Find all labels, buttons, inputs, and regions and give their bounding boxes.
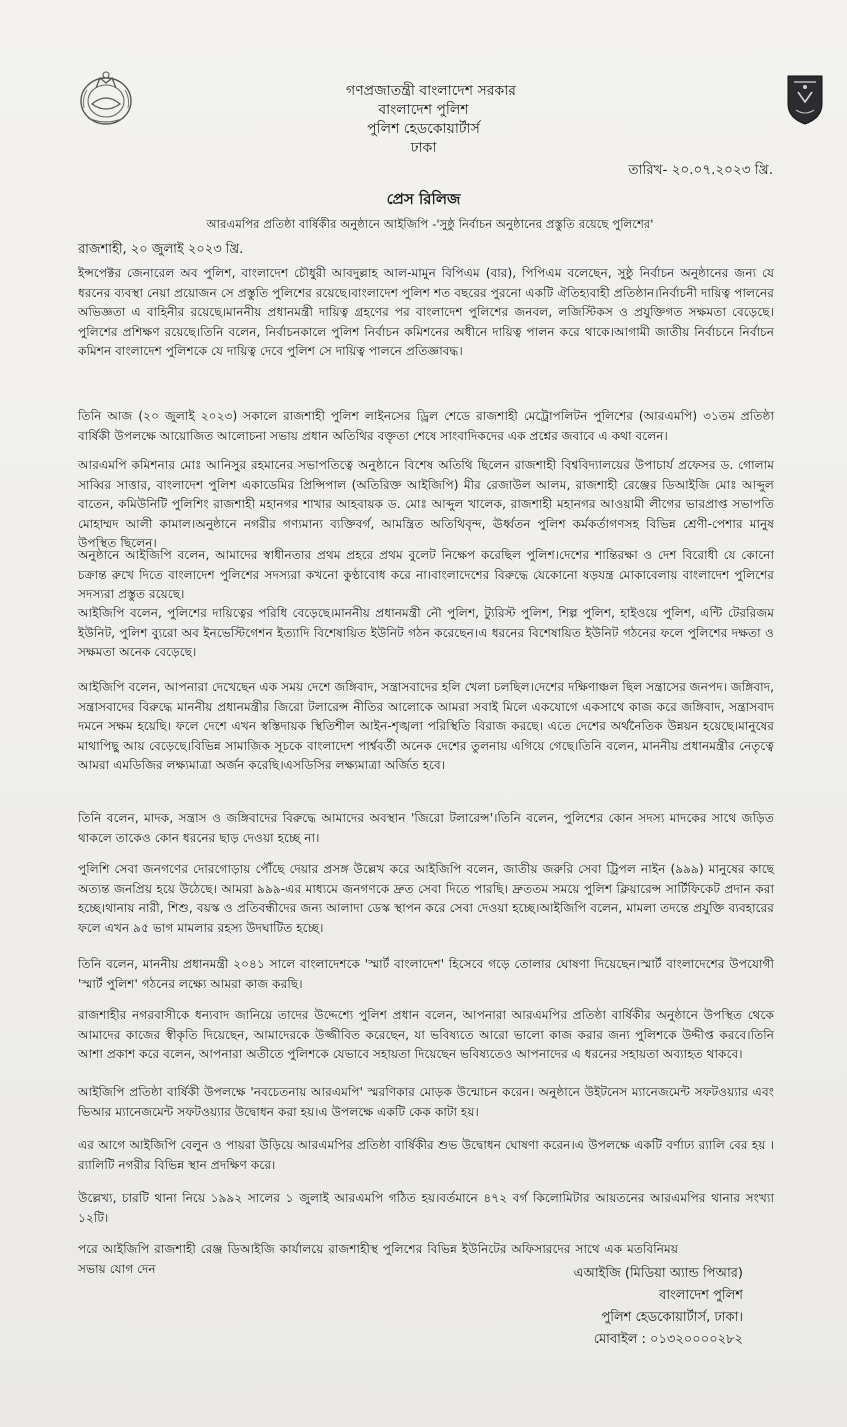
body-paragraph: ইন্সপেক্টর জেনারেল অব পুলিশ, বাংলাদেশ চৌধুরী আবদুল্লাহ আল-মামুন বিপিএম (বার), পিপিএম বলেছেন, সুষ্ঠু নির্বাচন অনুষ্ঠানের জন্য যে ধরনের ব্যবস্থা নেয়া প্রয়োজন সে প্রস্তুতি পুলিশের রয়েছে।বাংলাদেশ পুলিশ শত বছরের পুরনো একটি ঐতিহ্যবাহী প্রতিষ্ঠান।নির্বাচনী দায়িত্ব পালনের অভিজ্ঞতা এ বাহিনীর রয়েছে।মাননীয় প্রধানমন্ত্রী দায়িত্ব গ্রহণের পর বাংলাদেশ পুলিশের জনবল, লজিস্টিকস ও প্রযুক্তিগত সক্ষমতা বেড়েছে।পুলিশের প্রশিক্ষণ রয়েছে।তিনি বলেন, নির্বাচনকালে পুলিশ নির্বাচন কমিশনের অধীনে দায়িত্ব পালন করে থাকে।আগামী জাতীয় নির্বাচনে নির্বাচন কমিশন বাংলাদেশ পুলিশকে যে দায়িত্ব দেবে পুলিশ সে দায়িত্ব পালনে প্রতিজ্ঞাবদ্ধ। [78, 266, 774, 359]
dateline: রাজশাহী, ২০ জুলাই ২০২৩ খ্রি. [78, 242, 244, 257]
body-paragraph: তিনি আজ (২০ জুলাই ২০২৩) সকালে রাজশাহী পুলিশ লাইনসের ড্রিল শেডে রাজশাহী মেট্রোপলিটন পুলিশের (আরএমপি) ৩১তম প্রতিষ্ঠা বার্ষিকী উপলক্ষে আয়োজিত আলোচনা সভায় প্রধান অতিথির বক্তৃতা শেষে সাংবাদিকদের এক প্রশ্নের জবাবে এ কথা বলেন। [78, 409, 774, 443]
body-paragraph: আরএমপি কমিশনার মোঃ আনিসুর রহমানের সভাপতিত্বে অনুষ্ঠানে বিশেষ অতিথি ছিলেন রাজশাহী বিশ্ববিদ্যালয়ের উপাচার্য প্রফেসর ড. গোলাম সাব্বির সাত্তার, বাংলাদেশ পুলিশ একাডেমির প্রিন্সিপাল (অতিরিক্ত আইজিপি) মীর রেজাউল আলম, রাজশাহী রেঞ্জের ডিআইজি মোঃ আব্দুল বাতেন, কমিউনিটি পুলিশিং রাজশাহী মহানগর শাখার আহবায়ক ড. মোঃ আব্দুল খালেক, রাজশাহী মহানগর আওয়ামী লীগের ভারপ্রাপ্ত সভাপতি মোহাম্মদ আলী কামাল।অনুষ্ঠানে নগরীর গণ্যমান্য ব্যক্তিবর্গ, আমন্ত্রিত অতিথিবৃন্দ, ঊর্ধ্বতন পুলিশ কর্মকর্তাগণসহ বিভিন্ন শ্রেণী-পেশার মানুষ উপস্থিত ছিলেন। [78, 458, 774, 551]
document-title: প্রেস রিলিজ [386, 190, 461, 208]
release-date: তারিখ- ২০.০৭.২০২৩ খ্রি. [628, 162, 773, 178]
body-paragraph: আইজিপি বলেন, আপনারা দেখেছেন এক সময় দেশে জঙ্গিবাদ, সন্ত্রাসবাদের হলি খেলা চলছিল।দেশের দক্ষিণাঞ্চল ছিল সন্ত্রাসের জনপদ। জঙ্গিবাদ, সন্ত্রাসবাদের বিরুদ্ধে মাননীয় প্রধানমন্ত্রীর জিরো টলারেন্স নীতির আলোকে আমরা সবাই মিলে একযোগে একসাথে কাজ করে জঙ্গিবাদ, সন্ত্রাসবাদ দমনে সক্ষম হয়েছি। ফলে দেশে এখন স্বস্তিদায়ক স্থিতিশীল আইন-শৃঙ্খলা পরিস্থিতি বিরাজ করছে। এতে দেশের অর্থনৈতিক উন্নয়ন হয়েছে।মানুষের মাথাপিছু আয় বেড়েছে।বিভিন্ন সামাজিক সূচকে বাংলাদেশ পার্শ্ববর্তী অনেক দেশের তুলনায় এগিয়ে গেছে।তিনি বলেন, মাননীয় প্রধানমন্ত্রীর নেতৃত্বে আমরা এমডিজির লক্ষ্যমাত্রা অর্জন করেছি।এসডিসির লক্ষ্যমাত্রা অর্জিত হবে। [78, 680, 774, 773]
body-paragraph: অনুষ্ঠানে আইজিপি বলেন, আমাদের স্বাধীনতার প্রথম প্রহরে প্রথম বুলেট নিক্ষেপ করেছিল পুলিশ।দেশের শান্তিরক্ষা ও দেশ বিরোধী যে কোনো চক্রান্ত রুখে দিতে বাংলাদেশ পুলিশের সদস্যরা কখনো কুণ্ঠাবোধ করে না।বাংলাদেশের বিরুদ্ধে যেকোনো ষড়যন্ত্র মোকাবেলায় বাংলাদেশ পুলিশের সদস্যরা প্রস্তুত রয়েছে। [78, 548, 774, 602]
body-paragraph: তিনি বলেন, মাননীয় প্রধানমন্ত্রী ২০৪১ সালে বাংলাদেশকে 'স্মার্ট বাংলাদেশ' হিসেবে গড়ে তোলার ঘোষণা দিয়েছেন।স্মার্ট বাংলাদেশের উপযোগী 'স্মার্ট পুলিশ' গঠনের লক্ষ্যে আমরা কাজ করছি। [78, 957, 774, 991]
header-office-name: পুলিশ হেডকোয়ার্টার্স [367, 121, 480, 137]
body-paragraph: উল্লেখ্য, চারটি থানা নিয়ে ১৯৯২ সালের ১ জুলাই আরএমপি গঠিত হয়।বর্তমানে ৪৭২ বর্গ কিলোমিটার আয়তনের আরএমপির থানার সংখ্যা ১২টি। [78, 1191, 774, 1225]
body-paragraph: রাজশাহীর নগরবাসীকে ধন্যবাদ জানিয়ে তাদের উদ্দেশ্যে পুলিশ প্রধান বলেন, আপনারা আরএমপির প্রতিষ্ঠা বার্ষিকীর অনুষ্ঠানে উপস্থিত থেকে আমাদের কাজের স্বীকৃতি দিয়েছেন, আমাদেরকে উজ্জীবিত করেছেন, যা ভবিষ্যতে আরো ভালো কাজ করার জন্য পুলিশকে উদ্দীপ্ত করবে।তিনি আশা প্রকাশ করে বলেন, আপনারা অতীতে পুলিশকে যেভাবে সহায়তা দিয়েছেন ভবিষ্যতেও আপনাদের এ ধরনের সহায়তা অব্যাহত থাকবে। [78, 1008, 774, 1062]
body-paragraph: আইজিপি বলেন, পুলিশের দায়িত্বের পরিধি বেড়েছে।মাননীয় প্রধানমন্ত্রী নৌ পুলিশ, ট্যুরিস্ট পুলিশ, শিল্প পুলিশ, হাইওয়ে পুলিশ, এন্টি টেররিজম ইউনিট, পুলিশ ব্যুরো অব ইনভেস্টিগেশন ইত্যাদি বিশেষায়িত ইউনিট গঠন করেছেন।এ ধরনের বিশেষায়িত ইউনিট গঠনের ফলে পুলিশের দক্ষতা ও সক্ষমতা অনেক বেড়েছে। [78, 606, 774, 660]
body-paragraph: পরে আইজিপি রাজশাহী রেঞ্জ ডিআইজি কার্যালয়ে রাজশাহীস্থ পুলিশের বিভিন্ন ইউনিটের অফিসারদের সাথে এক মতবিনিময় সভায় যোগ দেন [78, 1242, 678, 1276]
signatory-mobile: মোবাইল : ০১৩২০০০০২৮২ [593, 1332, 743, 1347]
header-government-name: গণপ্রজাতন্ত্রী বাংলাদেশ সরকার [346, 83, 516, 99]
header-city: ঢাকা [410, 140, 437, 156]
body-paragraph: আইজিপি প্রতিষ্ঠা বার্ষিকী উপলক্ষে 'নবচেতনায় আরএমপি' স্মরণিকার মোড়ক উন্মোচন করেন। অনুষ্ঠানে উইটনেস ম্যানেজমেন্ট সফটওয়্যার এবং ভিআর ম্যানেজমেন্ট সফটওয়্যার উদ্বোধন করা হয়।এ উপলক্ষে একটি কেক কাটা হয়। [78, 1085, 774, 1119]
body-paragraph: এর আগে আইজিপি বেলুন ও পায়রা উড়িয়ে আরএমপির প্রতিষ্ঠা বার্ষিকীর শুভ উদ্বোধন ঘোষণা করেন।এ উপলক্ষে একটি বর্ণাঢ্য র‍্যালি বের হয় ।র‍্যালিটি নগরীর বিভিন্ন স্থান প্রদক্ষিণ করে। [78, 1138, 774, 1172]
body-paragraph: পুলিশি সেবা জনগণের দোরগোড়ায় পৌঁছে দেয়ার প্রসঙ্গ উল্লেখ করে আইজিপি বলেন, জাতীয় জরুরি সেবা ট্রিপল নাইন (৯৯৯) মানুষের কাছে অত্যন্ত জনপ্রিয় হয়ে উঠেছে। আমরা ৯৯৯-এর মাধ্যমে জনগণকে দ্রুত সেবা দিতে পারছি। দ্রুততম সময়ে পুলিশ ক্লিয়ারেন্স সার্টিফিকেট প্রদান করা হচ্ছে।থানায় নারী, শিশু, বয়স্ক ও প্রতিবন্ধীদের জন্য আলাদা ডেস্ক স্থাপন করে সেবা দেওয়া হচ্ছে।আইজিপি বলেন, মামলা তদন্তে প্রযুক্তি ব্যবহারের ফলে এখন ৯৫ ভাগ মামলার রহস্য উদঘাটিত হচ্ছে। [78, 862, 774, 935]
signatory-organization: বাংলাদেশ পুলিশ [659, 1288, 743, 1303]
signature-block [483, 1263, 743, 1351]
header-organization-name: বাংলাদেশ পুলিশ [378, 102, 469, 118]
signatory-office: পুলিশ হেডকোয়ার্টার্স, ঢাকা। [601, 1310, 743, 1325]
body-paragraph: তিনি বলেন, মাদক, সন্ত্রাস ও জঙ্গিবাদের বিরুদ্ধে আমাদের অবস্থান 'জিরো টলারেন্স'।তিনি বলেন, পুলিশের কোন সদস্য মাদকের সাথে জড়িত থাকলে তাকেও কোন ধরনের ছাড় দেওয়া হচ্ছে না। [78, 811, 774, 845]
signatory-designation: এআইজি (মিডিয়া অ্যান্ড পিআর) [573, 1266, 743, 1281]
headline: আরএমপির প্রতিষ্ঠা বার্ষিকীর অনুষ্ঠানে আইজিপি -'সুষ্ঠু নির্বাচন অনুষ্ঠানের প্রস্তুতি রয়েছে পুলিশের' [206, 217, 654, 231]
